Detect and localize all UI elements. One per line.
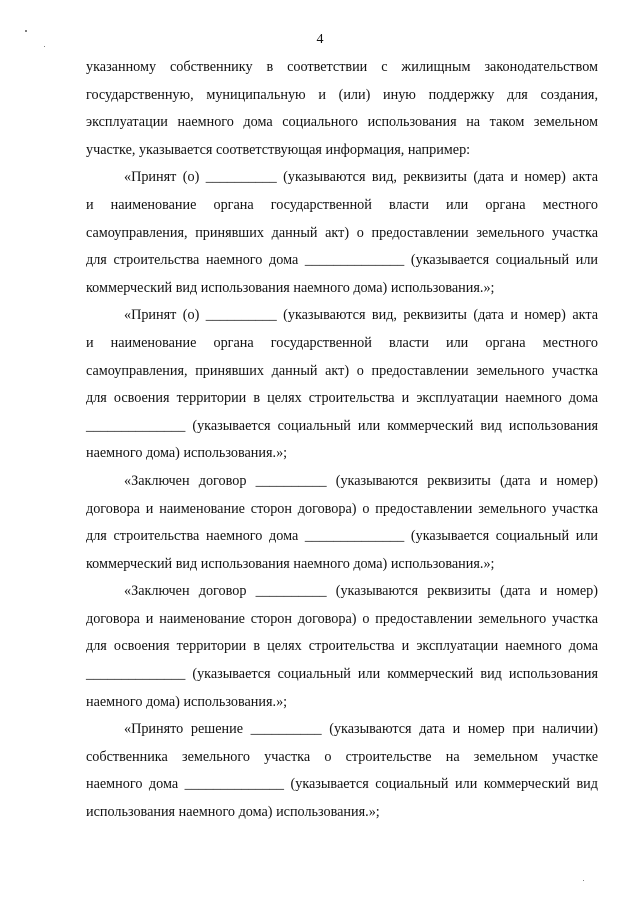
text-line: эксплуатации наемного дома социального использования на таком земельном [86, 114, 598, 131]
text-line: «Заключен договор __________ (указываются реквизиты (дата и номер) [124, 472, 598, 489]
text-line: для освоения территории в целях строительства и эксплуатации наемного дома [86, 390, 598, 407]
text-line: договора и наименование сторон договора) о предоставлении земельного участка [86, 500, 598, 517]
text-line: и наименование органа государственной власти или органа местного [86, 196, 598, 213]
text-line: государственную, муниципальную и (или) иную поддержку для создания, [86, 86, 598, 103]
text-line: коммерческий вид использования наемного дома) использования.»; [86, 555, 495, 572]
page-number: 4 [316, 32, 324, 47]
text-line: «Принят (о) __________ (указываются вид, реквизиты (дата и номер) акта [124, 169, 598, 186]
text-line: для освоения территории в целях строительства и эксплуатации наемного дома [86, 638, 598, 655]
text-line: коммерческий вид использования наемного дома) использования.»; [86, 279, 495, 296]
text-line: и наименование органа государственной власти или органа местного [86, 334, 598, 351]
paragraph [86, 164, 598, 302]
text-line: участке, указывается соответствующая информация, например: [86, 141, 471, 158]
text-line: указанному собственнику в соответствии с жилищным законодательством [86, 59, 598, 75]
text-line: договора и наименование сторон договора) о предоставлении земельного участка [86, 610, 598, 627]
text-line: «Принято решение __________ (указываются дата и номер при наличии) [124, 721, 598, 738]
paragraph [86, 468, 598, 578]
text-line: ______________ (указывается социальный или коммерческий вид использования [86, 666, 598, 683]
text-line: самоуправления, принявших данный акт) о предоставлении земельного участка [86, 362, 598, 379]
paragraph [86, 716, 598, 826]
text-line: для строительства наемного дома ______________ (указывается социальный или [86, 252, 598, 269]
text-line: наемного дома) использования.»; [86, 445, 288, 462]
document-body [86, 54, 598, 827]
text-line: наемного дома) использования.»; [86, 693, 288, 710]
text-line: ______________ (указывается социальный или коммерческий вид использования [86, 417, 598, 434]
text-line: «Заключен договор __________ (указываются реквизиты (дата и номер) [124, 583, 598, 600]
paragraph [86, 54, 598, 164]
paragraph [86, 302, 598, 468]
text-line: наемного дома ______________ (указывается социальный или коммерческий вид [86, 776, 598, 793]
paragraph [86, 578, 598, 716]
text-line: самоуправления, принявших данный акт) о предоставлении земельного участка [86, 224, 598, 241]
scan-speck [583, 880, 584, 881]
text-line: собственника земельного участка о строительстве на земельном участке [86, 748, 598, 765]
text-line: «Принят (о) __________ (указываются вид, реквизиты (дата и номер) акта [124, 307, 598, 324]
text-line: для строительства наемного дома ______________ (указывается социальный или [86, 528, 598, 545]
text-line: использования наемного дома) использования.»; [86, 804, 380, 821]
